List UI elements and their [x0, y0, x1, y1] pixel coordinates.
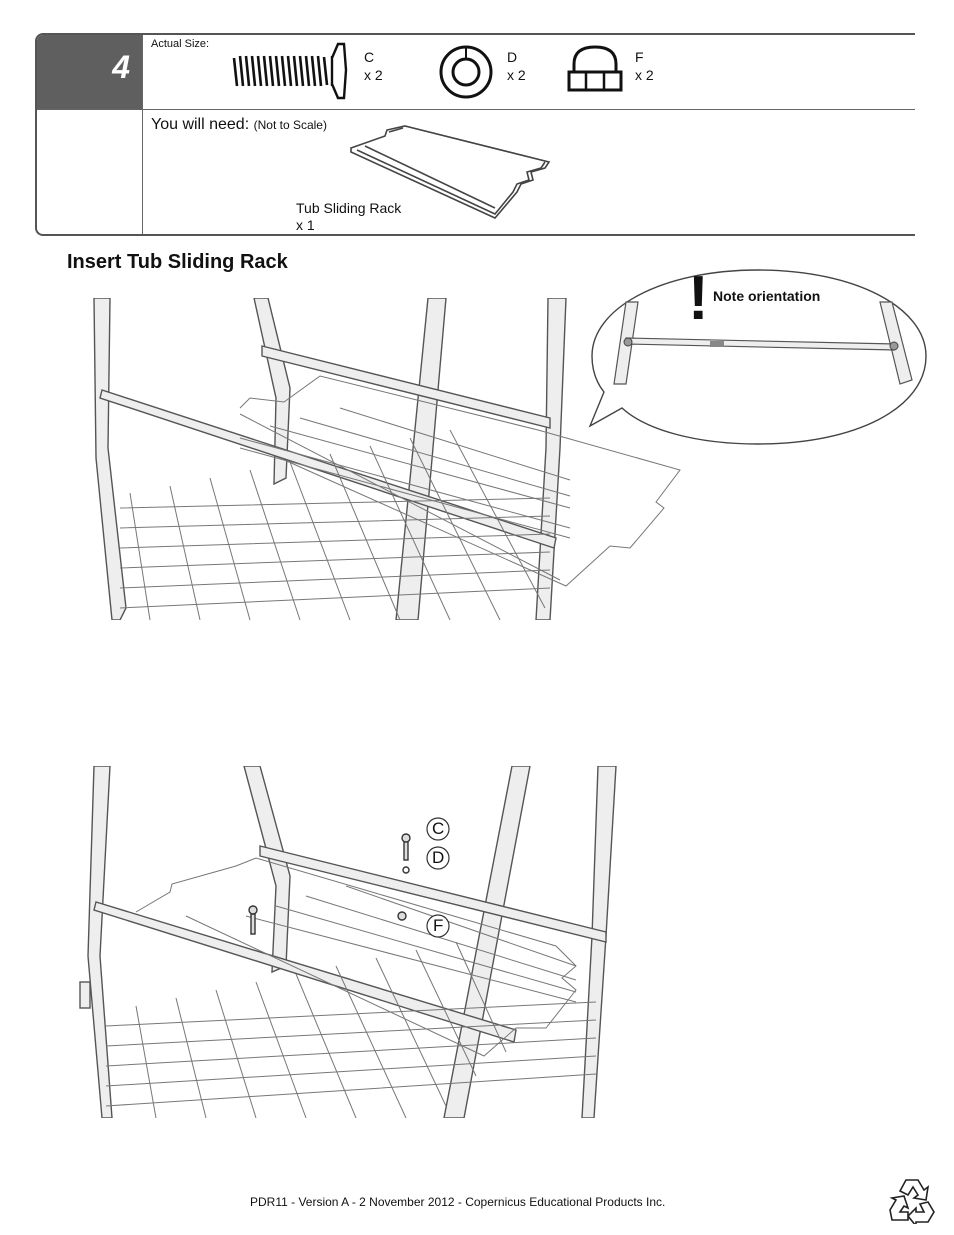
- section-title: Insert Tub Sliding Rack: [67, 251, 288, 273]
- item-name: Tub Sliding Rack: [296, 200, 402, 216]
- part-f-qty: x 2: [635, 67, 654, 83]
- assembly-diagram-fasten: [76, 766, 622, 1118]
- part-c-letter: C: [364, 49, 375, 65]
- not-to-scale-text: (Not to Scale): [253, 118, 327, 132]
- callout-f: F: [433, 916, 444, 935]
- callout-c: C: [432, 819, 445, 838]
- part-f-letter: F: [635, 49, 644, 65]
- item-qty: x 1: [296, 217, 315, 233]
- actual-size-label: Actual Size:: [151, 38, 210, 50]
- footer-text: PDR11 - Version A - 2 November 2012 - Copernicus Educational Products Inc.: [250, 1195, 666, 1209]
- divider-vertical: [142, 35, 143, 234]
- step-number: 4: [112, 49, 130, 85]
- washer-icon: [438, 44, 494, 100]
- divider-horizontal: [142, 109, 915, 110]
- exclamation-icon: !: [688, 264, 709, 333]
- divider-horizontal-left: [37, 109, 142, 110]
- screw-icon: [228, 40, 352, 102]
- part-d-letter: D: [507, 49, 518, 65]
- part-c-qty: x 2: [364, 67, 383, 83]
- cap-nut-icon: [566, 44, 624, 94]
- part-d-qty: x 2: [507, 67, 526, 83]
- you-will-need-text: You will need:: [151, 116, 250, 133]
- recycle-icon: [888, 1176, 938, 1224]
- step-number-cell: [37, 35, 142, 109]
- callout-d: D: [432, 848, 445, 867]
- you-will-need-label: [151, 116, 327, 134]
- note-orientation: Note orientation: [713, 288, 821, 304]
